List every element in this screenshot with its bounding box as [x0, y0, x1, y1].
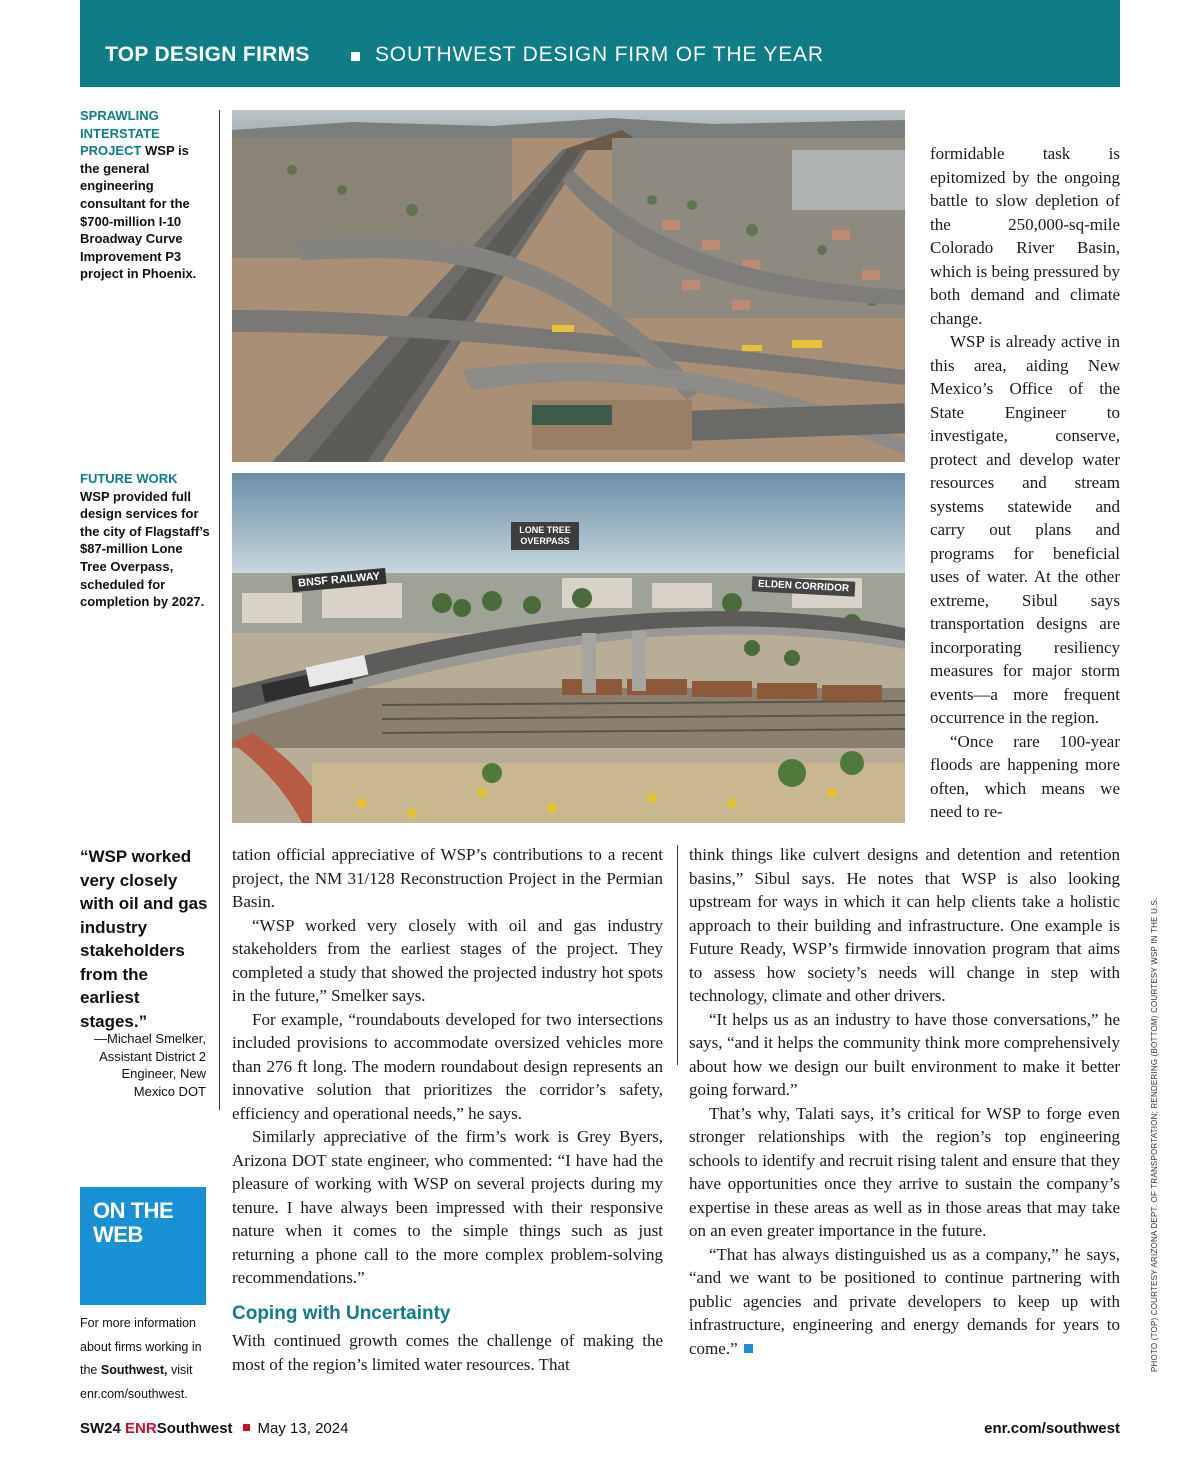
on-the-web-region: Southwest,: [100, 1363, 168, 1377]
on-the-web-link[interactable]: visit enr.com/southwest.: [80, 1363, 193, 1401]
middle-paragraph-3: That’s why, Talati says, it’s critical for WSP to forge even stronger relationships with the region’s top engineering schools to identify and recruit rising talent and ensure that they have opportunities once they arrive to sustain the company’s expertise in these areas as well as in those areas that may take on an even greater importance in the future.: [689, 1103, 1120, 1240]
header-separator: [351, 52, 360, 61]
on-the-web-title-2: WEB: [93, 1222, 143, 1247]
corridor-label: ELDEN CORRIDOR: [752, 576, 856, 596]
right-paragraph-2: WSP is already active in this area, aiding New Mexico’s Office of the State Engineer to investigate, conserve, protect and develop water resources and stream systems statewide and carry out plans and programs for beneficial uses of water. At the other extreme, Sibul says transportation designs are incorporating resiliency measures for major storm events—a more frequent occurrence in the region.: [930, 332, 1120, 727]
right-paragraph-1: formidable task is epitomized by the ongoing battle to slow depletion of the 250,000-sq-mile Colorado River Basin, which is being pressured by both demand and climate change.: [930, 144, 1120, 328]
on-the-web-text-1: For more information about firms working in the: [80, 1316, 202, 1377]
brand-enr: ENR: [125, 1420, 157, 1437]
left-paragraph-2: “WSP worked very closely with oil and gas industry stakeholders from the earliest stages of the project. They completed a study that showed the projected industry hot spots in the future,” Smelker says.: [232, 915, 663, 1005]
caption-bottom-lead: FUTURE WORK: [80, 471, 178, 486]
header-bar: [80, 0, 1120, 87]
end-mark: [744, 1344, 753, 1353]
on-the-web-box: [80, 1187, 206, 1305]
section-title: TOP DESIGN FIRMS: [105, 43, 310, 66]
footer-separator: [243, 1424, 250, 1431]
overpass-rendering: [232, 473, 905, 823]
railway-label: BNSF RAILWAY: [291, 568, 386, 592]
brand-region: Southwest: [156, 1420, 233, 1437]
caption-bottom: [80, 470, 210, 611]
issue-date: May 13, 2024: [257, 1420, 349, 1437]
pull-quote: “WSP worked very closely with oil and gas industry stakeholders from the earliest stages.”: [80, 847, 208, 1031]
left-paragraph-1: tation official appreciative of WSP’s contributions to a recent project, the NM 31/128 Reconstruction Project in the Permian Basin.: [232, 845, 663, 911]
on-the-web-text: [80, 1312, 210, 1406]
page-number: SW24: [80, 1420, 121, 1437]
subhead: Coping with Uncertainty: [232, 1303, 451, 1324]
subhead-text: With continued growth comes the challenge of making the most of the region’s limited water resources. That: [232, 1331, 663, 1374]
on-the-web-title-1: ON THE: [93, 1198, 174, 1223]
overpass-callout: LONE TREE OVERPASS: [511, 522, 579, 550]
section-subtitle: SOUTHWEST DESIGN FIRM OF THE YEAR: [375, 43, 824, 66]
left-paragraph-3: For example, “roundabouts developed for two intersections included provisions to accommodate oversized vehicles more than 276 ft long. The modern roundabout design represents an innovative solution that prioritizes the corridor’s safety, efficiency and operational needs,” he says.: [232, 1009, 663, 1123]
middle-column: [689, 843, 1120, 1360]
caption-bottom-text: WSP provided full design services for the city of Flagstaff’s $87-million Lone Tree Overpass, scheduled for completion by 2027.: [80, 488, 210, 610]
left-column: [232, 843, 663, 1290]
right-column: [930, 142, 1120, 824]
footer-folio: [80, 1420, 348, 1437]
pull-quote-attribution: —Michael Smelker, Assistant District 2 Engineer, New Mexico DOT: [94, 1031, 206, 1099]
column-divider-left: [219, 110, 220, 1110]
caption-top: [80, 107, 210, 283]
right-paragraph-3: “Once rare 100-year floods are happening more often, which means we need to re-: [930, 731, 1120, 821]
middle-paragraph-4: “That has always distinguished us as a company,” he says, “and we want to be positioned to continue partnering with public agencies and private developers to keep up with infrastructure, engineering and energy demands for years to come.”: [689, 1244, 1120, 1358]
footer-url[interactable]: enr.com/southwest: [984, 1420, 1120, 1437]
caption-top-lead: SPRAWLING INTERSTATE PROJECT: [80, 108, 160, 159]
subhead-paragraph: [232, 1329, 663, 1376]
column-divider-middle: [677, 845, 678, 1065]
photo-credit: PHOTO (TOP) COURTESY ARIZONA DEPT. OF TRANSPORTATION; RENDERING (BOTTOM) COURTESY WSP IN THE U.S.: [1150, 897, 1159, 1372]
middle-paragraph-2: “It helps us as an industry to have those conversations,” he says, “and it helps the community think more comprehensively about how we design our built environment to make it better going forward.”: [689, 1009, 1120, 1099]
caption-top-text: WSP is the general engineering consultant for the $700-million I-10 Broadway Curve Improvement P3 project in Phoenix.: [80, 143, 197, 282]
middle-paragraph-1: think things like culvert designs and detention and retention basins,” Sibul says. He notes that WSP is also looking upstream for ways in which it can help clients take a holistic approach to their building and infrastructure. One example is Future Ready, WSP’s firmwide innovation program that aims to assess how society’s needs will change in step with technology, climate and other drivers.: [689, 845, 1120, 1005]
left-paragraph-4: Similarly appreciative of the firm’s work is Grey Byers, Arizona DOT state engineer, who commented: “I have had the pleasure of working with WSP on several projects during my tenure. I have always been impressed with their responsive nature when it comes to the simple things such as just returning a phone call to the more complex problem-solving recommendations.”: [232, 1127, 663, 1287]
aerial-highway-photo: [232, 110, 905, 462]
